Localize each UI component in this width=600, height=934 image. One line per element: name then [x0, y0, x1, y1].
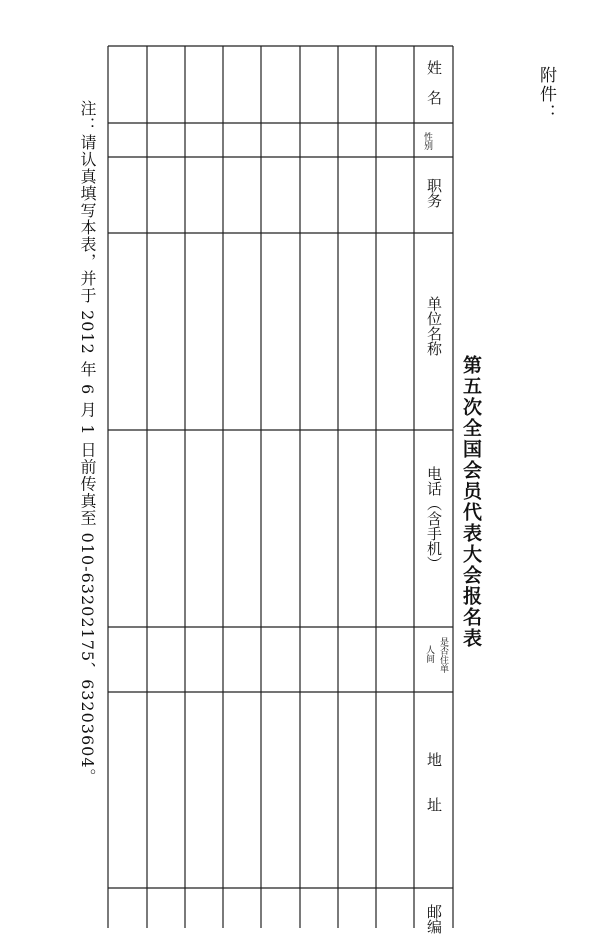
submission-note: 注：请认真填写本表，并于 2012 年 6 月 1 日前传真至 010-63202175、63203604。 — [78, 100, 97, 786]
attachment-label: 附件： — [536, 66, 556, 123]
header-gender: 性别 — [422, 132, 432, 150]
header-unit-name: 单位名称 — [425, 296, 443, 356]
form-title: 第五次全国会员代表大会报名表 — [460, 355, 482, 649]
header-address: 地 址 — [425, 752, 443, 812]
header-phone: 电话（含手机） — [425, 466, 443, 571]
header-postcode: 邮编 — [425, 904, 443, 934]
header-single-room-1: 是否住单 — [438, 637, 448, 673]
header-position: 职务 — [425, 178, 443, 208]
header-single-room-2: 人间 — [424, 645, 434, 663]
header-name: 姓 名 — [425, 60, 443, 105]
